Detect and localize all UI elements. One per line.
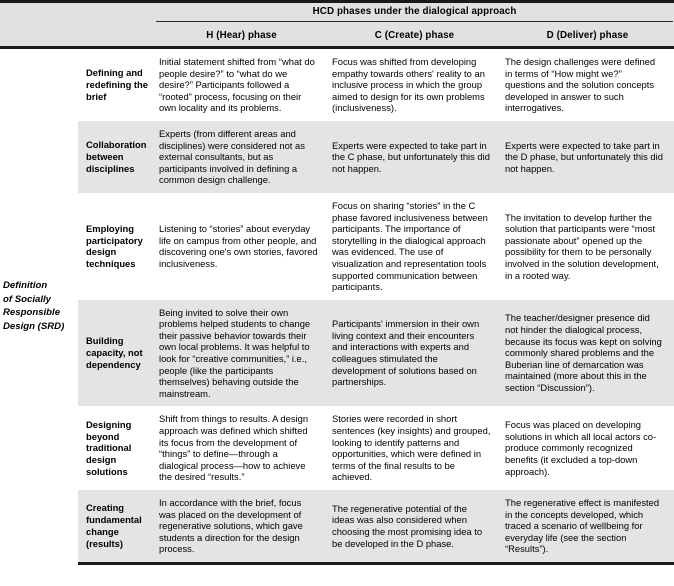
cell-c-phase: Focus was shifted from developing empathy towards others' reality to an inclusive process in which the group aimed to design for its own problems (inclusiveness).	[328, 48, 501, 121]
cell-d-phase: The regenerative effect is manifested in the concepts developed, which traced a scenario of wellbeing for everyday life (see the section “Results”).	[501, 490, 674, 563]
cell-c-phase: Stories were recorded in short sentences (key insights) and grouped, looking to identify patterns and opportunities, which were defined in terms of the final results to be achieved.	[328, 406, 501, 490]
header-span-cell	[155, 2, 674, 26]
group-label-line-3: Responsible	[3, 307, 61, 319]
cell-h-phase: Experts (from different areas and disciplines) were considered not as external consultants, but as participants involved in defining a common design challenge.	[155, 121, 328, 193]
cell-c-phase: The regenerative potential of the ideas was also considered when choosing the most promising idea to be developed in the D phase.	[328, 490, 501, 563]
column-header-h-phase: H (Hear) phase	[155, 25, 328, 48]
cell-h-phase: Initial statement shifted from “what do people desire?” to “what do we desire?” Participants followed a “rooted” process, focusing on their own locality and its problems.	[155, 48, 328, 121]
row-criterion: Collaboration between disciplines	[78, 121, 155, 193]
group-label-line-1: Definition	[3, 280, 48, 292]
row-criterion: Designing beyond traditional design solutions	[78, 406, 155, 490]
cell-h-phase: Being invited to solve their own problems helped students to change their passive behavior towards their own local problems. It was helpful to look for “creative communities,” i.e., people (like the participants themselves) behaving outside the mainstream.	[155, 300, 328, 407]
header-span-title: HCD phases under the dialogical approach	[156, 6, 673, 22]
row-criterion: Creating fundamental change (results)	[78, 490, 155, 563]
table-row	[0, 490, 674, 563]
group-label-line-2: of Socially	[3, 293, 51, 305]
cell-h-phase: Listening to “stories” about everyday life on campus from other people, and discovering one's own stories, favored inclusiveness.	[155, 193, 328, 300]
row-criterion: Employing participatory design techniques	[78, 193, 155, 300]
table-body	[0, 48, 674, 564]
group-label-srd	[0, 48, 78, 564]
cell-d-phase: The teacher/designer presence did not hinder the dialogical process, because its focus was kept on solving commonly shared problems and the Buberian line of demarcation was maintained (more about this in the section “Discussion”).	[501, 300, 674, 407]
cell-d-phase: The design challenges were defined in terms of “How might we?” questions and the solution concepts developed in answer to such interrogatives.	[501, 48, 674, 121]
cell-c-phase: Participants' immersion in their own living context and their encounters and interactions with experts and colleagues stimulated the development of solutions based on partnerships.	[328, 300, 501, 407]
group-label-line-4: Design (SRD)	[3, 320, 65, 332]
table-row	[0, 48, 674, 121]
table-header	[0, 2, 674, 48]
column-header-c-phase: C (Create) phase	[328, 25, 501, 48]
header-corner-blank	[0, 2, 78, 26]
header-row-group	[0, 2, 674, 26]
column-header-d-phase: D (Deliver) phase	[501, 25, 674, 48]
cell-h-phase: In accordance with the brief, focus was placed on the development of regenerative solutions, which gave students a direction for the design process.	[155, 490, 328, 563]
cell-d-phase: The invitation to develop further the solution that participants were “most passionate about” opened up the possibility for them to be personally involved in the solution development, in a rooted way.	[501, 193, 674, 300]
table-row	[0, 193, 674, 300]
cell-c-phase: Experts were expected to take part in the C phase, but unfortunately this did not happen.	[328, 121, 501, 193]
cell-c-phase: Focus on sharing “stories” in the C phase favored inclusiveness between participants. The importance of storytelling in the dialogical approach was evidenced. The use of visualization and representation tools supported communication between participants.	[328, 193, 501, 300]
header-row-phases	[0, 25, 674, 48]
table-row	[0, 406, 674, 490]
header-corner-blank-2	[0, 25, 78, 48]
row-criterion: Building capacity, not dependency	[78, 300, 155, 407]
table-row	[0, 121, 674, 193]
cell-h-phase: Shift from things to results. A design approach was defined which shifted its focus from the development of “things” to define—through a dialogical process—how to achieve the desired “results.”	[155, 406, 328, 490]
cell-d-phase: Focus was placed on developing solutions in which all local actors co-produce commonly recognized benefits (it excluded a top-down approach).	[501, 406, 674, 490]
cell-d-phase: Experts were expected to take part in the D phase, but unfortunately this did not happen.	[501, 121, 674, 193]
row-criterion: Defining and redefining the brief	[78, 48, 155, 121]
table-row	[0, 300, 674, 407]
header-criteria-blank-2	[78, 25, 155, 48]
header-criteria-blank	[78, 2, 155, 26]
